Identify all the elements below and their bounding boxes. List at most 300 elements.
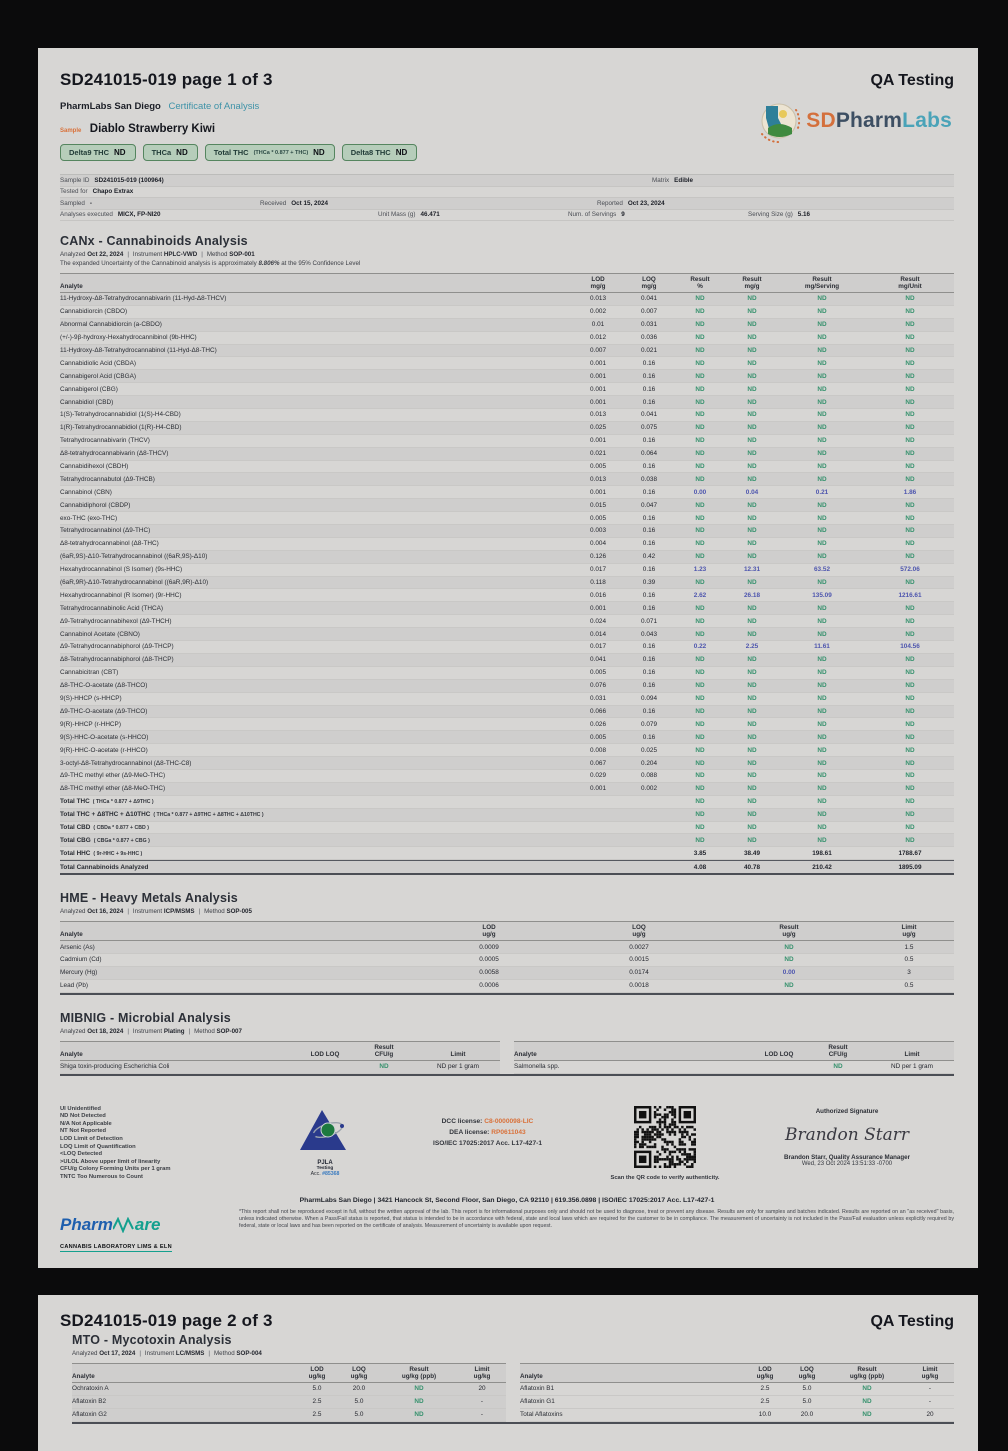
result-value: ND: [747, 746, 757, 754]
result-value: ND: [695, 836, 705, 844]
result-value: ND: [695, 682, 705, 690]
analyte-name: 9(S)-HHC-O-acetate (s-HHCO): [60, 733, 149, 741]
result-value: ND: [747, 682, 757, 690]
result-value: ND: [817, 617, 827, 625]
analyte-name: Cannabidiolic Acid (CBDA): [60, 359, 137, 367]
signature-datetime: Wed, 23 Oct 2024 13:51:33 -0700: [801, 1160, 893, 1167]
loq-value: 5.0: [802, 1398, 812, 1406]
table-row: [60, 706, 954, 719]
result-value: 2.25: [745, 643, 759, 651]
analyte-cell: [60, 540, 572, 547]
result-value: 1895.09: [898, 863, 922, 871]
loq-value: 0.16: [642, 604, 656, 612]
analyte-name: Total Cannabinoids Analyzed: [60, 863, 149, 871]
logo-pharm-text: Pharm: [835, 109, 903, 132]
meta-label: Analyses executed: [60, 211, 113, 219]
section-meta-label: Method: [204, 908, 227, 916]
loq-value: 0.041: [641, 295, 657, 303]
table-row: [60, 473, 954, 486]
lod-value: 0.005: [590, 669, 606, 677]
loq-value: 5.0: [354, 1411, 364, 1419]
result-value: ND: [747, 759, 757, 767]
result-value: ND: [747, 811, 757, 819]
section-meta-label: Method: [194, 1027, 217, 1035]
table-row: [60, 357, 954, 370]
sample-meta-row: [60, 187, 954, 199]
analyte-cell: [60, 747, 572, 754]
section-meta-value: Oct 17, 2024: [99, 1350, 136, 1357]
analyte-name: Tetrahydrocannabivarin (THCV): [60, 437, 150, 445]
document-title-page2: SD241015-019 page 2 of 3: [60, 1311, 273, 1330]
result-value: ND: [817, 398, 827, 406]
result-value: ND: [695, 347, 705, 354]
meta-label: Reported: [597, 199, 623, 207]
result-value: ND: [695, 501, 705, 509]
analyte-name: Aflatoxin B1: [520, 1385, 555, 1393]
analyte-cell: [60, 386, 572, 393]
page-1: [38, 48, 978, 1268]
uncertainty-suffix: at the 95% Confidence Level: [281, 260, 361, 267]
analyte-cell: [60, 579, 572, 586]
result-value: ND: [695, 450, 705, 458]
sample-meta-field: [378, 211, 568, 218]
result-value: ND: [747, 553, 757, 561]
legend-item: LOD Limit of Detection: [60, 1135, 123, 1142]
loq-value: 0.16: [642, 566, 656, 574]
pjla-name: PJLA: [317, 1159, 333, 1166]
analyte-cell: [60, 373, 572, 380]
result-value: ND: [905, 308, 915, 316]
loq-value: 0.16: [642, 707, 656, 715]
analyte-cell: [60, 334, 572, 341]
analyte-cell: [60, 785, 572, 792]
result-value: ND: [905, 785, 915, 793]
column-header-line1: Result: [828, 1043, 848, 1051]
result-value: 1216.61: [898, 591, 922, 599]
limit-value: 1.5: [904, 943, 914, 951]
meta-label: Matrix: [652, 176, 670, 184]
lod-value: 0.001: [590, 437, 606, 445]
sample-meta-field: [260, 200, 597, 207]
column-header-line1: LOD LOQ: [310, 1050, 340, 1058]
separator: |: [208, 1350, 211, 1357]
badge-value: ND: [114, 148, 126, 157]
thc-badge: [143, 144, 198, 161]
analyte-cell: [60, 864, 572, 871]
sample-meta-field: [748, 211, 954, 218]
lod-value: 0.005: [590, 733, 606, 741]
lod-value: 0.013: [590, 295, 606, 303]
result-value: ND: [695, 798, 705, 806]
result-value: ND: [695, 437, 705, 445]
result-value: ND: [905, 450, 915, 458]
column-header: [624, 276, 674, 290]
separator: |: [188, 1027, 191, 1035]
result-value: ND: [747, 669, 757, 677]
meta-label: Received: [260, 199, 287, 207]
section-meta-value: SOP-007: [216, 1027, 242, 1035]
result-value: ND: [747, 836, 757, 844]
mycotoxin-section-meta: [72, 1350, 954, 1357]
result-value: 0.21: [815, 488, 829, 496]
analyte-cell: [60, 424, 572, 431]
result-value: ND: [695, 295, 705, 303]
result-value: ND: [695, 630, 705, 638]
result-value: ND: [695, 527, 705, 535]
legend-item: CFU/g Colony Forming Units per 1 gram: [60, 1166, 171, 1173]
result-value: ND: [747, 772, 757, 780]
section-meta-label: Analyzed: [60, 908, 88, 916]
table-row: [72, 1383, 954, 1396]
analyte-name: Cannabidihexol (CBDH): [60, 463, 129, 471]
table-row: [60, 499, 954, 512]
result-value: ND: [817, 579, 827, 587]
result-value: ND: [817, 785, 827, 793]
analyte-cell: [60, 618, 572, 625]
microbial-section-meta: [60, 1028, 954, 1035]
result-value: ND: [817, 836, 827, 844]
badge-value: ND: [313, 148, 325, 157]
loq-value: 0.16: [642, 540, 656, 548]
loq-value: 0.002: [641, 785, 657, 793]
loq-value: 0.16: [642, 514, 656, 522]
legend-item: ND Not Detected: [60, 1113, 106, 1120]
analyte-name: exo-THC (exo-THC): [60, 514, 118, 522]
column-header: [714, 924, 864, 938]
column-header: [752, 1051, 806, 1058]
meta-value: 46.471: [420, 211, 440, 219]
lod-value: 0.024: [590, 617, 606, 625]
analyte-name: Aflatoxin G1: [520, 1398, 555, 1406]
analyte-formula: ( CBGa * 0.877 + CBG ): [93, 837, 150, 844]
result-value: ND: [747, 823, 757, 831]
analyte-name: Ochratoxin A: [72, 1385, 109, 1393]
section-meta-value: Oct 18, 2024: [87, 1027, 124, 1035]
analyte-name: Cannabinol Acetate (CBNO): [60, 630, 140, 638]
analyte-cell: [60, 772, 572, 779]
pharmware-text-2: are: [134, 1215, 161, 1235]
lod-value: 0.013: [590, 475, 606, 483]
table-row: [60, 383, 954, 396]
column-header-line1: Result: [409, 1366, 429, 1373]
column-header: [60, 1051, 298, 1058]
separator: |: [139, 1350, 141, 1357]
lod-value: 0.001: [590, 372, 606, 380]
column-header-line1: LOD: [310, 1366, 324, 1373]
result-value: ND: [905, 759, 915, 767]
column-header: [514, 1051, 752, 1058]
analyte-name: Δ9-Tetrahydrocannabiphorol (Δ9-THCP): [60, 643, 174, 651]
result-value: ND: [747, 411, 757, 419]
lod-value: 0.004: [590, 540, 606, 548]
section-meta-label: Instrument: [132, 1027, 164, 1035]
result-value: ND: [695, 772, 705, 780]
analyte-cell: [60, 695, 572, 702]
lod-value: 0.0006: [479, 982, 499, 990]
cannabinoids-section-title: CANx - Cannabinoids Analysis: [60, 234, 248, 248]
lod-value: 2.5: [760, 1398, 770, 1406]
column-header-line1: Limit: [474, 1366, 490, 1373]
column-header: [72, 1373, 296, 1380]
analyte-name: 11-Hydroxy-Δ8-Tetrahydrocannabivarin (11-Hyd-Δ8-THCV): [60, 295, 227, 303]
result-value: ND: [817, 475, 827, 483]
result-value: ND: [905, 617, 915, 625]
loq-value: 20.0: [800, 1411, 814, 1419]
result-value: ND: [905, 811, 915, 819]
limit-value: 0.5: [904, 982, 914, 990]
result-value: ND: [817, 811, 827, 819]
limit-value: 0.5: [904, 956, 914, 964]
column-header: [338, 1366, 380, 1380]
limit-value: -: [928, 1398, 932, 1406]
column-header-line2: mg/Unit: [898, 283, 922, 290]
column-header: [60, 283, 572, 290]
result-value: ND: [905, 836, 915, 844]
loq-value: 0.16: [642, 669, 656, 677]
result-value: ND: [817, 630, 827, 638]
disclaimer-row: [60, 1209, 954, 1253]
thc-badge: [60, 144, 136, 161]
result-value: 135.09: [812, 591, 832, 599]
result-value: ND: [817, 823, 827, 831]
mycotoxin-section-title: MTO - Mycotoxin Analysis: [72, 1333, 232, 1347]
result-value: ND: [862, 1385, 872, 1393]
lab-address-line: PharmLabs San Diego | 3421 Hancock St, Second Floor, San Diego, CA 92110 | 619.356.0898 | ISO/IEC 17025:2017 Acc. L17-427-1: [299, 1197, 715, 1205]
result-value: ND: [817, 295, 827, 303]
table-row: [60, 654, 954, 667]
loq-value: 0.16: [642, 591, 656, 599]
sample-meta-row: [60, 198, 954, 210]
column-header-line1: LOQ: [352, 1366, 366, 1373]
result-value: ND: [695, 424, 705, 432]
column-header: [520, 1373, 744, 1380]
column-header: [572, 276, 624, 290]
result-value: ND: [695, 669, 705, 677]
column-header: [866, 276, 954, 290]
analyte-name: 1(R)-Tetrahydrocannabidiol (1(R)-H4-CBD): [60, 424, 182, 432]
analyte-name: Total THC: [60, 798, 90, 806]
sample-meta-field: [60, 200, 260, 207]
column-header-line1: LOD LOQ: [764, 1050, 794, 1058]
table-row: [60, 409, 954, 422]
result-value: ND: [695, 695, 705, 703]
analyte-name: Δ9-THC methyl ether (Δ9-MeO-THC): [60, 772, 166, 780]
result-value: ND: [905, 630, 915, 638]
result-value: ND: [905, 798, 915, 806]
column-header-line1: Result: [374, 1043, 394, 1051]
analyte-cell: [60, 811, 572, 818]
result-value: ND: [905, 772, 915, 780]
result-value: ND: [747, 733, 757, 741]
result-value: ND: [695, 514, 705, 522]
analyte-cell: [60, 360, 572, 367]
signer-name-title: Brandon Starr, Quality Assurance Manager: [784, 1153, 910, 1161]
lod-value: 2.5: [312, 1411, 322, 1419]
result-value: 11.61: [814, 643, 830, 651]
section-meta-value: Oct 16, 2024: [87, 908, 124, 916]
analyte-name: Total THC + Δ8THC + Δ10THC: [60, 811, 151, 819]
result-value: ND: [905, 553, 915, 561]
column-header-line1: Analyte: [72, 1373, 95, 1380]
table-row: [60, 319, 954, 332]
limit-value: 20: [926, 1411, 934, 1419]
mycotoxin-row-half: [72, 1396, 506, 1409]
table-row: [60, 486, 954, 499]
meta-value: MICX, FP-NI20: [117, 211, 161, 219]
lod-value: 0.017: [590, 566, 606, 574]
sample-meta-field: [60, 211, 378, 218]
uncertainty-value: 8.806%: [258, 260, 280, 267]
result-value: ND: [695, 759, 705, 767]
separator: |: [127, 908, 129, 916]
lod-value: 5.0: [312, 1385, 322, 1393]
result-value: ND: [695, 785, 705, 793]
column-header-line1: Analyte: [514, 1050, 537, 1058]
result-value: ND: [905, 463, 915, 471]
column-header-line2: ug/kg: [473, 1373, 491, 1380]
result-value: ND: [905, 295, 915, 303]
uncertainty-prefix: The expanded Uncertainty of the Cannabinoid analysis is approximately: [60, 260, 257, 267]
column-header-line1: Result: [812, 276, 832, 283]
separator: |: [127, 251, 129, 258]
loq-value: 0.39: [642, 579, 656, 587]
analyte-name: Cannabinol (CBN): [60, 488, 112, 496]
analyte-cell: [60, 515, 572, 522]
result-value: ND: [695, 707, 705, 715]
loq-value: 0.16: [642, 643, 656, 651]
result-value: ND: [817, 746, 827, 754]
loq-value: 0.075: [641, 424, 657, 432]
analyte-name: Tetrahydrocannabinolic Acid (THCA): [60, 604, 164, 612]
result-value: 0.00: [693, 488, 707, 496]
result-value: ND: [747, 463, 757, 471]
table-row: [60, 396, 954, 409]
lod-value: 0.007: [590, 347, 606, 354]
analyte-name: Cannabigerol (CBG): [60, 385, 118, 393]
table-row: [60, 370, 954, 383]
analyte-cell: [60, 295, 572, 302]
result-value: 63.52: [814, 566, 830, 574]
column-header-line2: ug/kg (ppb): [401, 1373, 437, 1380]
analyte-name: Hexahydrocannabinol (R Isomer) (9r-HHC): [60, 591, 182, 599]
result-value: ND: [747, 656, 757, 664]
section-meta-value: ICP/MSMS: [163, 908, 195, 916]
result-value: ND: [695, 385, 705, 393]
loq-value: 5.0: [802, 1385, 812, 1393]
column-header-line1: Analyte: [60, 283, 83, 290]
column-header-line1: Result: [690, 276, 710, 283]
microbial-header-half: [514, 1041, 954, 1061]
result-value: ND: [817, 334, 827, 342]
analyte-cell: [60, 463, 572, 470]
sample-name: Diablo Strawberry Kiwi: [89, 123, 216, 135]
result-value: 4.08: [693, 863, 707, 871]
pjla-accreditation: [265, 1108, 385, 1177]
column-header: [414, 924, 564, 938]
section-meta-value: SOP-004: [236, 1350, 262, 1357]
result-value: 1.86: [903, 488, 917, 496]
result-value: ND: [695, 604, 705, 612]
result-value: ND: [695, 553, 705, 561]
table-row: [60, 954, 954, 967]
section-meta-label: Analyzed: [60, 251, 88, 258]
result-value: ND: [414, 1385, 424, 1393]
lod-value: 0.126: [590, 553, 606, 561]
result-value: ND: [905, 695, 915, 703]
table-row: [60, 980, 954, 993]
column-header-line2: %: [697, 283, 703, 290]
table-row: [60, 693, 954, 706]
analyte-name: (6aR,9S)-Δ10-Tetrahydrocannabinol ((6aR,9S)-Δ10): [60, 553, 208, 561]
analyte-cell: [60, 399, 572, 406]
analyte-cell: [60, 682, 572, 689]
table-row: [60, 847, 954, 860]
column-header: [726, 276, 778, 290]
result-value: 0.22: [693, 643, 707, 651]
result-value: ND: [905, 656, 915, 664]
analyte-cell: [60, 411, 572, 418]
analyte-name: 11-Hydroxy-Δ8-Tetrahydrocannabinol (11-Hyd-Δ8-THC): [60, 347, 217, 354]
analyte-name: 9(S)-HHCP (s-HHCP): [60, 695, 122, 703]
table-row: [60, 628, 954, 641]
result-value: ND: [695, 372, 705, 380]
result-value: ND: [905, 579, 915, 587]
logo-sd-text: SD: [806, 109, 836, 132]
table-row: [60, 641, 954, 654]
analyte-cell: [60, 631, 572, 638]
analyte-name: Salmonella spp.: [514, 1063, 560, 1071]
dcc-license-label: DCC license:: [441, 1117, 483, 1125]
analyte-name: Total CBD: [60, 823, 91, 831]
signature-script: Brandon Starr: [784, 1124, 910, 1145]
result-value: 198.61: [812, 849, 832, 857]
result-value: ND: [695, 720, 705, 728]
analyte-name: Hexahydrocannabinol (S Isomer) (9s-HHC): [60, 566, 183, 574]
sample-meta-field: [60, 188, 954, 195]
result-value: ND: [747, 540, 757, 548]
loq-value: 0.16: [642, 527, 656, 535]
section-meta-label: Method: [206, 251, 230, 258]
result-value: ND: [695, 411, 705, 419]
pharmware-pulse-icon: [113, 1217, 135, 1233]
result-value: ND: [747, 720, 757, 728]
separator: |: [201, 251, 203, 258]
column-header: [864, 924, 954, 938]
result-value: ND: [747, 475, 757, 483]
meta-label: Serving Size (g): [748, 211, 793, 219]
legend-item: <LOQ Detected: [60, 1151, 103, 1158]
table-row: [60, 564, 954, 577]
analyte-cell: [60, 850, 572, 857]
result-value: ND: [747, 604, 757, 612]
sample-meta-row: [60, 175, 954, 187]
loq-value: 0.047: [641, 501, 657, 509]
result-value: ND: [747, 334, 757, 342]
result-value: ND: [747, 450, 757, 458]
result-value: ND: [817, 514, 827, 522]
result-value: ND: [905, 475, 915, 483]
lod-value: 0.001: [590, 604, 606, 612]
mycotoxin-row-half: [72, 1409, 506, 1422]
result-value: ND: [695, 823, 705, 831]
table-row: [60, 757, 954, 770]
result-value: ND: [817, 695, 827, 703]
column-header-line2: mg/Serving: [804, 283, 840, 290]
table-row: [72, 1396, 954, 1409]
section-meta-label: Instrument: [144, 1350, 176, 1357]
table-row: [60, 744, 954, 757]
lod-value: 0.067: [590, 759, 606, 767]
